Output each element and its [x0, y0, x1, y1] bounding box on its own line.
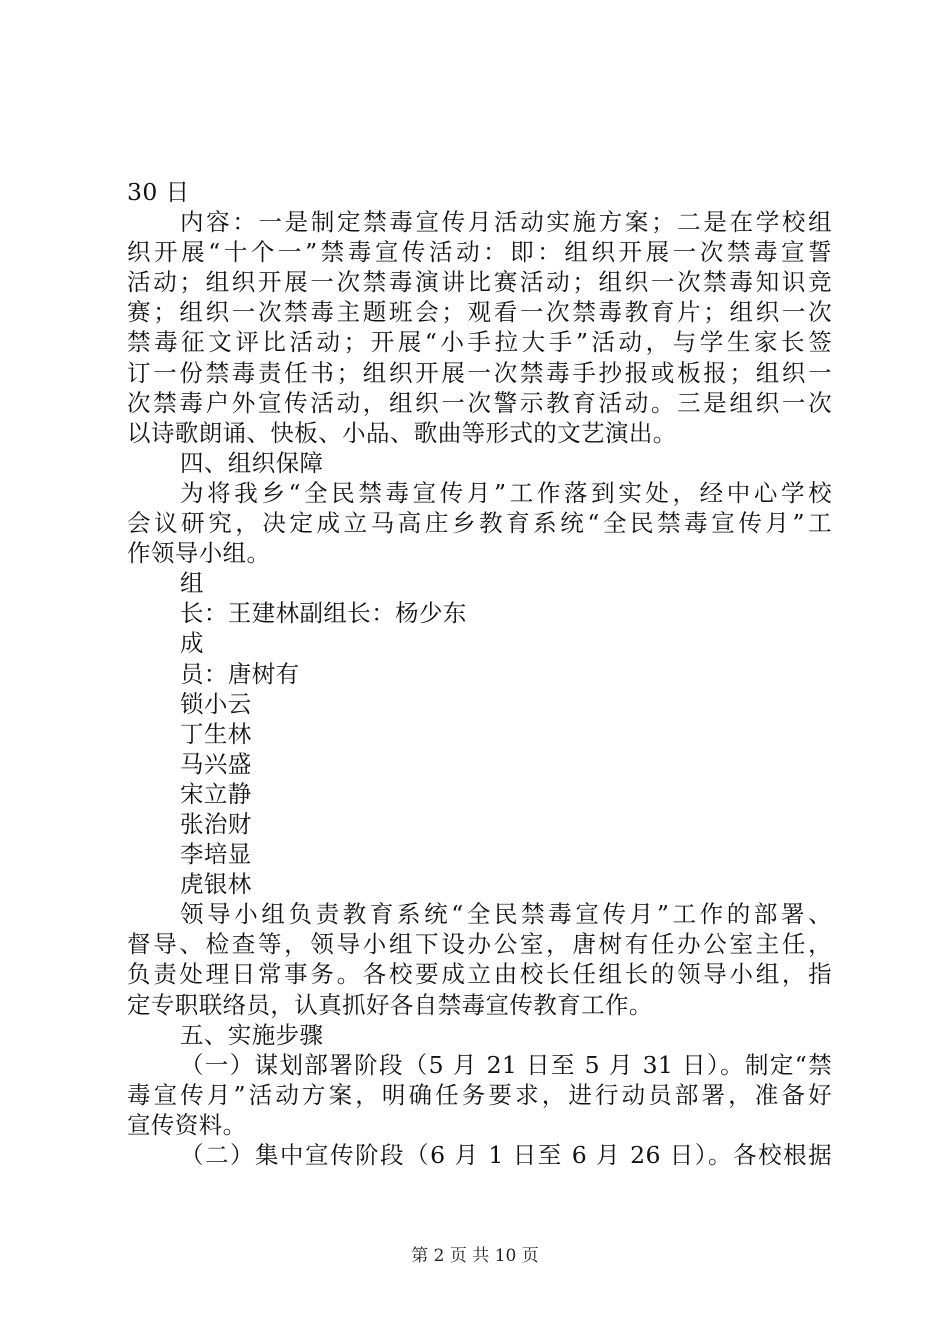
text-line: 毒宣传月”活动方案，明确任务要求，进行动员部署，准备好 — [127, 1080, 832, 1109]
member-name: 宋立静 — [180, 779, 252, 808]
page-number-footer: 第 2 页 共 10 页 — [411, 1246, 539, 1266]
text-line: 会议研究，决定成立马高庄乡教育系统“全民禁毒宣传月”工 — [127, 509, 832, 538]
text-line: 为将我乡“全民禁毒宣传月”工作落到实处，经中心学校 — [180, 478, 832, 507]
text-line: 以诗歌朗诵、快板、小品、歌曲等形式的文艺演出。 — [127, 418, 677, 447]
text-line: 内容：一是制定禁毒宣传月活动实施方案；二是在学校组 — [180, 208, 832, 237]
section-heading: 五、实施步骤 — [180, 1020, 324, 1049]
text-line: 长：王建林副组长：杨少东 — [180, 599, 467, 628]
text-line: （二）集中宣传阶段（6 月 1 日至 6 月 26 日）。各校根据 — [180, 1141, 832, 1169]
text-line: 宣传资料。 — [127, 1110, 247, 1139]
text-line: 作领导小组。 — [127, 539, 271, 568]
document-body — [127, 177, 832, 1170]
section-heading: 四、组织保障 — [180, 448, 324, 477]
text-line: 负责处理日常事务。各校要成立由校长任组长的领导小组，指 — [127, 960, 832, 989]
text-line: 督导、检查等，领导小组下设办公室，唐树有任办公室主任， — [127, 930, 832, 959]
member-name: 马兴盛 — [180, 749, 252, 778]
member-name: 李培显 — [180, 840, 252, 869]
text-line: 员：唐树有 — [180, 659, 300, 688]
member-name: 锁小云 — [180, 689, 252, 718]
text-line: 次禁毒户外宣传活动，组织一次警示教育活动。三是组织一次 — [127, 388, 832, 417]
text-line: 30 日 — [127, 178, 190, 206]
member-name: 张治财 — [180, 809, 252, 838]
text-line: 成 — [180, 629, 204, 658]
text-line: 订一份禁毒责任书；组织开展一次禁毒手抄报或板报；组织一 — [127, 358, 832, 387]
text-line: 禁毒征文评比活动；开展“小手拉大手”活动，与学生家长签 — [127, 328, 832, 357]
member-name: 虎银林 — [180, 870, 252, 899]
text-line: 领导小组负责教育系统“全民禁毒宣传月”工作的部署、 — [180, 900, 832, 929]
text-line: 织开展“十个一”禁毒宣传活动：即：组织开展一次禁毒宣誓 — [127, 238, 832, 267]
text-line: 定专职联络员，认真抓好各自禁毒宣传教育工作。 — [127, 990, 653, 1019]
text-line: 活动；组织开展一次禁毒演讲比赛活动；组织一次禁毒知识竞 — [127, 268, 832, 297]
text-line: 赛；组织一次禁毒主题班会；观看一次禁毒教育片；组织一次 — [127, 298, 832, 327]
text-line: （一）谋划部署阶段（5 月 21 日至 5 月 31 日）。制定“禁 — [180, 1050, 832, 1079]
member-name: 丁生林 — [180, 719, 252, 748]
text-line: 组 — [180, 569, 204, 598]
